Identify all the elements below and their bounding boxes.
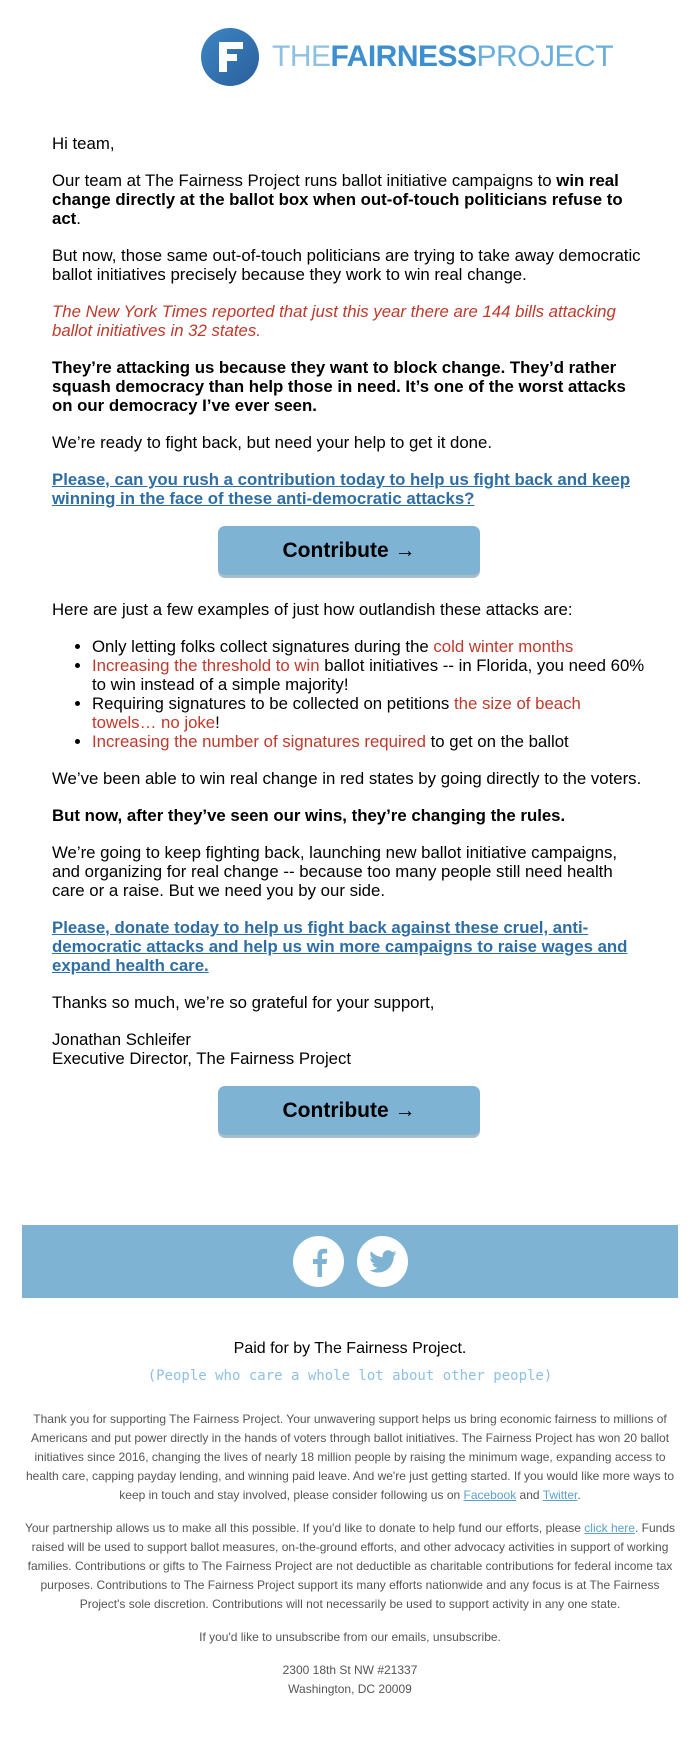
list-item: • Increasing the number of signatures required to get on the ballot xyxy=(92,732,646,751)
paid-for-by: Paid for by The Fairness Project. xyxy=(233,1340,467,1357)
donate-link-paragraph xyxy=(52,918,646,975)
address-line-1: 2300 18th St NW #21337 xyxy=(282,1663,418,1677)
footer-donation-paragraph: Your partnership allows us to make all this possible. If you'd like to donate to help fund our efforts, please click here. Funds raised will be used to support ballot measures, on-the-ground efforts, and other advocacy activities in support of working families. Contributions or gifts to The Fairness Project are not deductible as charitable contributions for federal income tax purposes. Contributions to The Fairness Project support its many efforts nationwide and any focus is at The Fairness Project's sole discretion. Contributions will not necessarily be used to support activity in any one state. xyxy=(24,1521,675,1611)
twitter-icon[interactable] xyxy=(357,1236,408,1287)
address xyxy=(22,1661,678,1699)
paragraph-politicians: But now, those same out-of-touch politicians are trying to take away democratic ballot initiatives precisely because they work to win real change. xyxy=(52,246,641,284)
email-body xyxy=(52,134,646,1160)
click-here-link[interactable]: click here xyxy=(584,1521,635,1535)
thanks: Thanks so much, we’re so grateful for your support, xyxy=(52,993,435,1012)
footer-support-paragraph: Thank you for supporting The Fairness Project. Your unwavering support helps us bring economic fairness to millions of Americans and put power directly in the hands of voters through ballot initiatives. The Fairness Project has won 20 ballot initiatives since 2016, changing the lives of nearly 18 million people by raising the minimum wage, expanding access to health care, capping payday lending, and winning paid leave. And we're just getting started. If you would like more ways to keep in touch and stay involved, please consider following us on Facebook and Twitter. xyxy=(25,1412,675,1502)
paragraph-rules: But now, after they’ve seen our wins, they’re changing the rules. xyxy=(52,806,566,825)
list-item: • Increasing the threshold to win ballot initiatives -- in Florida, you need 60% to win instead of a simple majority! xyxy=(92,656,646,694)
unsubscribe-text[interactable]: If you'd like to unsubscribe from our emails, unsubscribe. xyxy=(199,1630,501,1644)
paragraph-ready: We’re ready to fight back, but need your help to get it done. xyxy=(52,433,493,452)
contribute-button-2[interactable]: Contribute → xyxy=(218,1086,480,1135)
social-bar xyxy=(22,1225,678,1298)
nyt-quote: The New York Times reported that just this year there are 144 bills attacking ballot initiatives in 32 states. xyxy=(52,302,616,340)
paragraph-red-states: We’ve been able to win real change in red states by going directly to the voters. xyxy=(52,769,642,788)
contribute-button-1[interactable]: Contribute → xyxy=(218,526,480,575)
twitter-link[interactable]: Twitter xyxy=(542,1488,578,1502)
contribution-link-paragraph xyxy=(52,470,646,508)
contribution-link-1[interactable]: Please, can you rush a contribution today to help us fight back and keep winning in the face of these anti-democratic attacks? xyxy=(52,470,631,508)
email-header xyxy=(0,0,700,110)
list-item: • Requiring signatures to be collected on petitions the size of beach towels… no joke! xyxy=(92,694,646,732)
attacks-list xyxy=(52,637,646,751)
donate-link-2[interactable]: Please, donate today to help us fight back against these cruel, anti-democratic attacks and help us win more campaigns to raise wages and expand health care. xyxy=(52,918,628,975)
logo-wordmark: THEFAIRNESSPROJECT xyxy=(272,40,614,73)
logo-f-icon xyxy=(201,28,259,86)
facebook-icon[interactable] xyxy=(293,1236,344,1287)
tagline: (People who care a whole lot about other people) xyxy=(147,1368,553,1384)
facebook-link[interactable]: Facebook xyxy=(463,1488,517,1502)
list-item: • Only letting folks collect signatures during the cold winter months xyxy=(92,637,646,656)
paragraph-examples: Here are just a few examples of just how outlandish these attacks are: xyxy=(52,600,573,619)
greeting: Hi team, xyxy=(52,134,115,153)
signature xyxy=(52,1030,646,1068)
address-line-2: Washington, DC 20009 xyxy=(288,1682,412,1696)
fairness-project-logo[interactable] xyxy=(201,28,613,86)
paragraph-keep-fighting: We’re going to keep fighting back, launching new ballot initiative campaigns, and organizing for real change -- because too many people still need health care or a raise. But we need you by our side. xyxy=(52,843,617,900)
signature-name: Jonathan Schleifer xyxy=(52,1030,192,1049)
signature-title: Executive Director, The Fairness Project xyxy=(52,1049,352,1068)
intro-paragraph: Our team at The Fairness Project runs ballot initiative campaigns to win real change directly at the ballot box when out-of-touch politicians refuse to act. xyxy=(52,171,623,228)
paragraph-attack: They’re attacking us because they want to block change. They’d rather squash democracy than help those in need. It’s one of the worst attacks on our democracy I’ve ever seen. xyxy=(52,358,626,415)
email-footer xyxy=(22,1340,678,1699)
